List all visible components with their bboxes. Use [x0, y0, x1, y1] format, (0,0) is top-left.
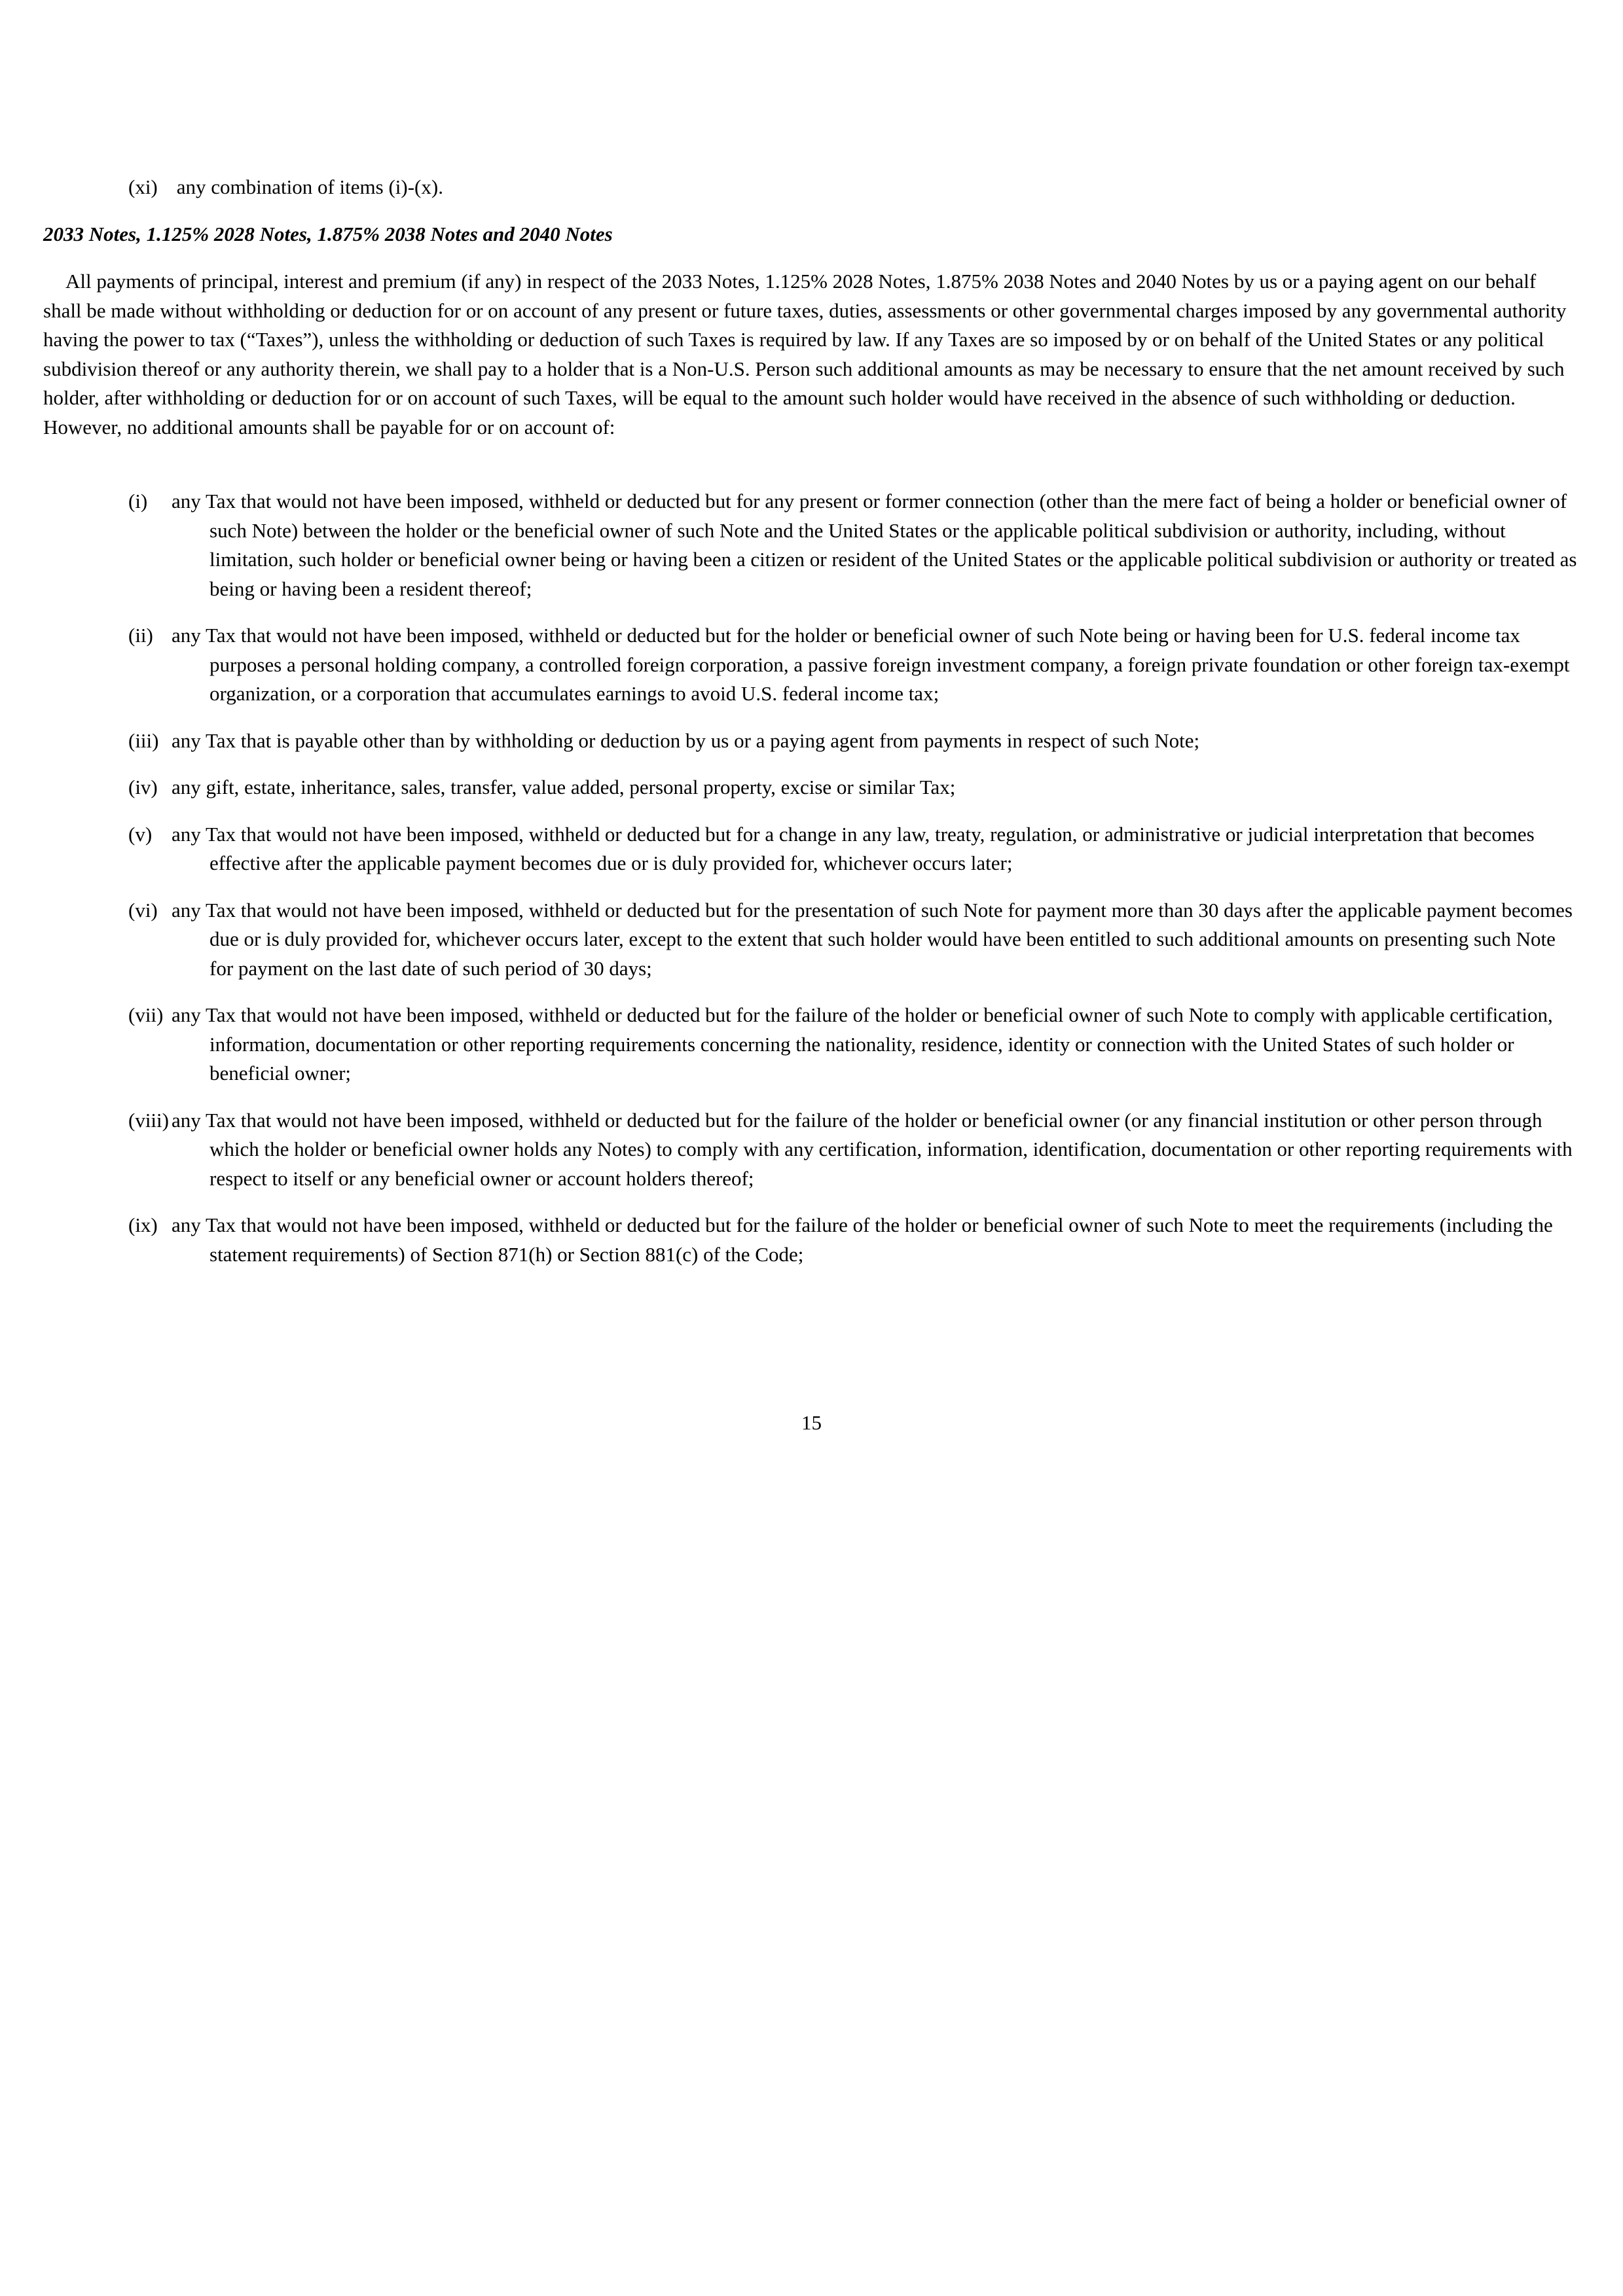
list-item-xi: [128, 173, 443, 202]
list-item: [128, 896, 1579, 984]
list-item-text: any Tax that is payable other than by withholding or deduction by us or a paying agent from payments in respect of such Note;: [172, 728, 1200, 752]
list-item-number: (v): [128, 822, 153, 846]
page-number: 15: [801, 1411, 822, 1434]
list-item-number: (vii): [128, 1003, 164, 1026]
list-item-text: any Tax that would not have been imposed, withheld or deducted but for the presentation of such Note for payment more than 30 days after the applicable payment becomes due or is duly provided for, whichever occurs later, except to the extent that such holder would have been entitled to such additional amounts on presenting such Note for payment on the last date of such period of 30 days;: [172, 898, 1573, 980]
list-item-number: (iii): [128, 728, 159, 752]
list-item: [128, 1211, 1579, 1269]
list-item: [128, 1106, 1579, 1194]
exceptions-list: [128, 487, 1579, 1287]
list-item: [128, 487, 1579, 603]
list-item-text: any Tax that would not have been imposed, withheld or deducted but for the holder or beneficial owner of such Note being or having been for U.S. federal income tax purposes a personal holding company, a controlled foreign corporation, a passive foreign investment company, a foreign private foundation or other foreign tax-exempt organization, or a corporation that accumulates earnings to avoid U.S. federal income tax;: [172, 624, 1570, 705]
list-item: [128, 726, 1579, 756]
list-item-number: (xi): [128, 175, 158, 198]
list-item: [128, 773, 1579, 802]
list-item-number: (vi): [128, 898, 158, 922]
list-item-text: any Tax that would not have been imposed, withheld or deducted but for any present or former connection (other than the mere fact of being a holder or beneficial owner of such Note) between the holder or the beneficial owner of such Note and the United States or the applicable political subdivision or authority, including, without limitation, such holder or beneficial owner being or having been a citizen or resident of the United States or the applicable political subdivision or authority or treated as being or having been a resident thereof;: [172, 490, 1577, 600]
list-item-text: any Tax that would not have been imposed, withheld or deducted but for the failure of the holder or beneficial owner of such Note to meet the requirements (including the statement requirements) of Section 871(h) or Section 881(c) of the Code;: [172, 1213, 1553, 1266]
list-item-number: (iv): [128, 776, 158, 798]
list-item: [128, 820, 1579, 878]
list-item-number: (i): [128, 490, 148, 512]
list-item-text: any Tax that would not have been imposed, withheld or deducted but for the failure of the holder or beneficial owner of such Note to comply with applicable certification, information, documentation or other reporting requirements concerning the nationality, residence, identity or connection with the United States of such holder or beneficial owner;: [172, 1003, 1553, 1085]
section-heading: 2033 Notes, 1.125% 2028 Notes, 1.875% 2038 Notes and 2040 Notes: [43, 223, 613, 245]
list-item-number: (ix): [128, 1213, 158, 1236]
list-item-number: (viii): [128, 1108, 169, 1132]
intro-paragraph: All payments of principal, interest and premium (if any) in respect of the 2033 Notes, 1.125% 2028 Notes, 1.875% 2038 Notes and 2040 Notes by us or a paying agent on our behalf shall be made without withholding or deduction for or on account of any present or future taxes, duties, assessments or other governmental charges imposed by any governmental authority having the power to tax (“Taxes”), unless the withholding or deduction of such Taxes is required by law. If any Taxes are so imposed by or on behalf of the United States or any political subdivision thereof or any authority therein, we shall pay to a holder that is a Non-U.S. Person such additional amounts as may be necessary to ensure that the net amount received by such holder, after withholding or deduction for or on account of such Taxes, will be equal to the amount such holder would have received in the absence of such withholding or deduction. However, no additional amounts shall be payable for or on account of:: [43, 270, 1567, 439]
list-item-text: any Tax that would not have been imposed, withheld or deducted but for the failure of the holder or beneficial owner (or any financial institution or other person through which the holder or beneficial owner holds any Notes) to comply with any certification, information, identification, documentation or other reporting requirements with respect to itself or any beneficial owner or account holders thereof;: [172, 1108, 1573, 1190]
list-item-number: (ii): [128, 624, 153, 647]
list-item: [128, 1001, 1579, 1088]
list-item-text: any Tax that would not have been imposed, withheld or deducted but for a change in any law, treaty, regulation, or administrative or judicial interpretation that becomes effective after the applicable payment becomes due or is duly provided for, whichever occurs later;: [172, 822, 1535, 874]
list-item: [128, 621, 1579, 709]
list-item-text: any combination of items (i)-(x).: [176, 175, 443, 198]
list-item-text: any gift, estate, inheritance, sales, transfer, value added, personal property, excise or similar Tax;: [172, 776, 956, 798]
